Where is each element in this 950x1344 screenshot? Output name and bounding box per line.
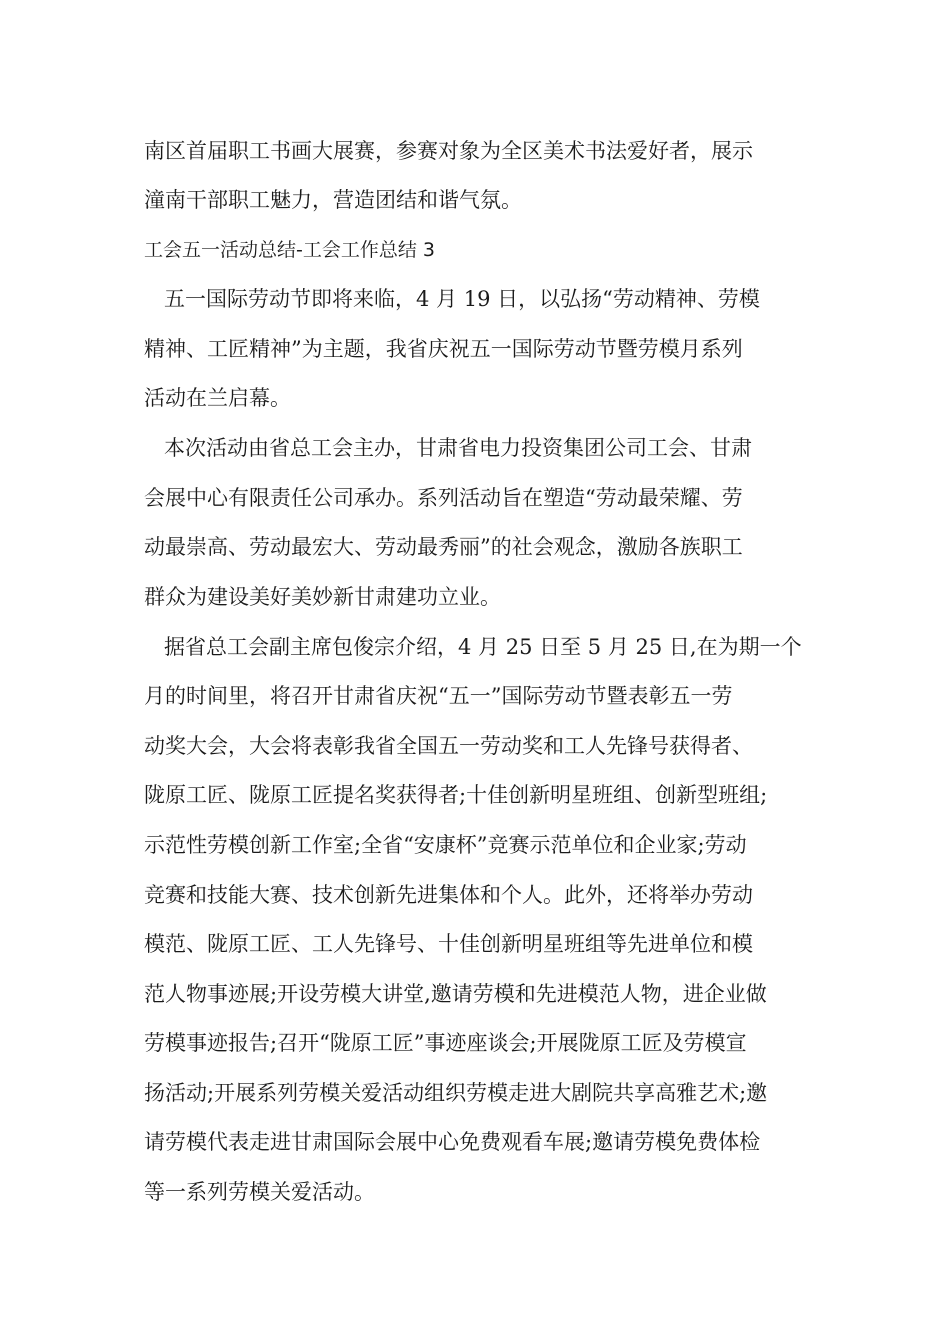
paragraph-line: 五一国际劳动节即将来临，4 月 19 日，以弘扬“劳动精神、劳模 xyxy=(164,287,760,311)
paragraph-line: 范人物事迹展;开设劳模大讲堂,邀请劳模和先进模范人物，进企业做 xyxy=(144,982,767,1006)
paragraph-line: 请劳模代表走进甘肃国际会展中心免费观看车展;邀请劳模免费体检 xyxy=(144,1130,761,1154)
paragraph-line: 陇原工匠、陇原工匠提名奖获得者;十佳创新明星班组、创新型班组; xyxy=(144,783,768,807)
section-heading: 工会五一活动总结-工会工作总结 3 xyxy=(144,239,435,261)
paragraph-line: 潼南干部职工魅力，营造团结和谐气氛。 xyxy=(144,188,522,212)
paragraph-line: 劳模事迹报告;召开“陇原工匠”事迹座谈会;开展陇原工匠及劳模宣 xyxy=(144,1031,747,1055)
paragraph-line: 精神、工匠精神”为主题，我省庆祝五一国际劳动节暨劳模月系列 xyxy=(144,337,743,361)
paragraph-line: 本次活动由省总工会主办，甘肃省电力投资集团公司工会、甘肃 xyxy=(164,436,752,460)
paragraph-line: 据省总工会副主席包俊宗介绍，4 月 25 日至 5 月 25 日,在为期一个 xyxy=(164,635,802,659)
paragraph-line: 会展中心有限责任公司承办。系列活动旨在塑造“劳动最荣耀、劳 xyxy=(144,486,743,510)
paragraph-line: 动奖大会，大会将表彰我省全国五一劳动奖和工人先锋号获得者、 xyxy=(144,734,753,758)
paragraph-line: 示范性劳模创新工作室;全省“安康杯”竞赛示范单位和企业家;劳动 xyxy=(144,833,747,857)
paragraph-line: 活动在兰启幕。 xyxy=(144,386,291,410)
paragraph-line: 南区首届职工书画大展赛，参赛对象为全区美术书法爱好者，展示 xyxy=(144,139,753,163)
paragraph-line: 模范、陇原工匠、工人先锋号、十佳创新明星班组等先进单位和模 xyxy=(144,932,753,956)
paragraph-line: 动最崇高、劳动最宏大、劳动最秀丽”的社会观念，激励各族职工 xyxy=(144,535,743,559)
paragraph-line: 群众为建设美好美妙新甘肃建功立业。 xyxy=(144,585,501,609)
paragraph-line: 扬活动;开展系列劳模关爱活动组织劳模走进大剧院共享高雅艺术;邀 xyxy=(144,1081,768,1105)
paragraph-line: 竞赛和技能大赛、技术创新先进集体和个人。此外，还将举办劳动 xyxy=(144,883,753,907)
paragraph-line: 等一系列劳模关爱活动。 xyxy=(144,1180,375,1204)
paragraph-line: 月的时间里，将召开甘肃省庆祝“五一”国际劳动节暨表彰五一劳 xyxy=(144,684,733,708)
